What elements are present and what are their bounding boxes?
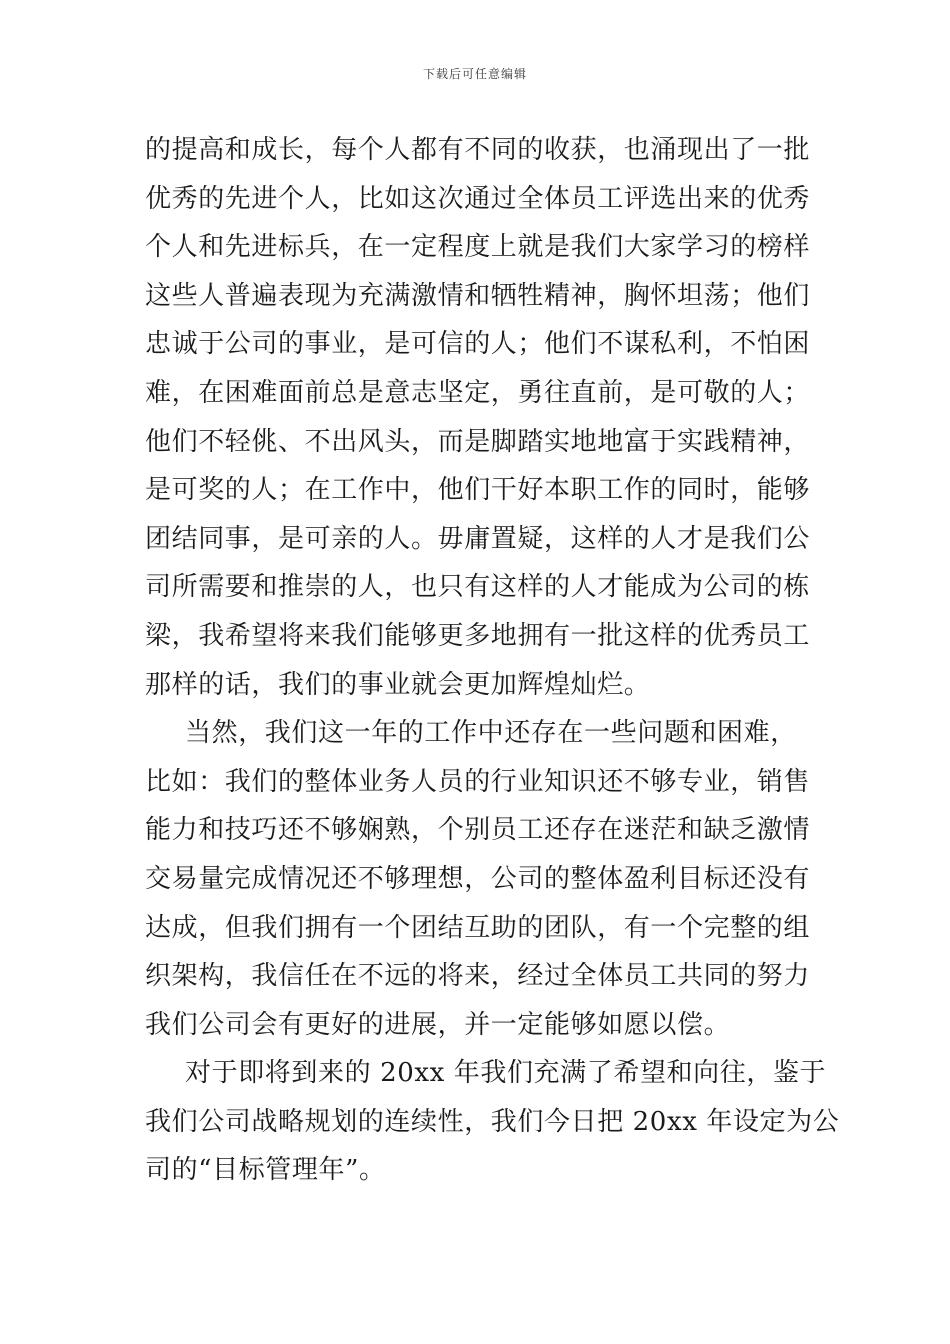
text-line: 是可奖的人；在工作中，他们干好本职工作的同时，能够 — [145, 475, 811, 506]
text-line: 那样的话，我们的事业就会更加辉煌灿烂。 — [145, 669, 651, 700]
text-line: 司的“目标管理年”。 — [145, 1155, 386, 1186]
text-line: 交易量完成情况还不够理想，公司的整体盈利目标还没有 — [145, 863, 811, 894]
text-line: 难，在困难面前总是意志坚定，勇往直前，是可敬的人； — [145, 377, 811, 408]
body-text — [145, 126, 840, 1195]
text-line: 司所需要和推崇的人，也只有这样的人才能成为公司的栋 — [145, 572, 811, 603]
paragraph-start-line: 对于即将到来的 20xx 年我们充满了希望和向往，鉴于 — [185, 1058, 827, 1089]
text-line: 的提高和成长，每个人都有不同的收获，也涌现出了一批 — [145, 135, 811, 165]
text-line: 能力和技巧还不够娴熟，个别员工还存在迷茫和缺乏激情 — [145, 815, 811, 846]
text-line: 他们不轻佻、不出风头，而是脚踏实地地富于实践精神， — [145, 426, 811, 457]
text-line: 忠诚于公司的事业，是可信的人；他们不谋私利，不怕困 — [145, 329, 811, 360]
text-line: 优秀的先进个人，比如这次通过全体员工评选出来的优秀 — [145, 183, 811, 214]
text-line: 这些人普遍表现为充满激情和牺牲精神，胸怀坦荡；他们 — [145, 280, 811, 311]
text-line: 我们公司会有更好的进展，并一定能够如愿以偿。 — [145, 1009, 731, 1040]
text-line: 个人和先进标兵，在一定程度上就是我们大家学习的榜样 — [145, 232, 811, 263]
text-line: 我们公司战略规划的连续性，我们今日把 20xx 年设定为公 — [145, 1106, 840, 1137]
text-line: 团结同事，是可亲的人。毋庸置疑，这样的人才是我们公 — [145, 523, 811, 554]
paragraph-start-line: 当然，我们这一年的工作中还存在一些问题和困难， — [185, 718, 797, 749]
text-line: 织架构，我信任在不远的将来，经过全体员工共同的努力 — [145, 961, 811, 992]
download-note: 下载后可任意编辑 — [422, 67, 527, 81]
text-line: 比如：我们的整体业务人员的行业知识还不够专业，销售 — [145, 766, 811, 797]
text-line: 达成，但我们拥有一个团结互助的团队，有一个完整的组 — [145, 912, 811, 943]
text-line: 梁，我希望将来我们能够更多地拥有一批这样的优秀员工 — [145, 620, 811, 651]
